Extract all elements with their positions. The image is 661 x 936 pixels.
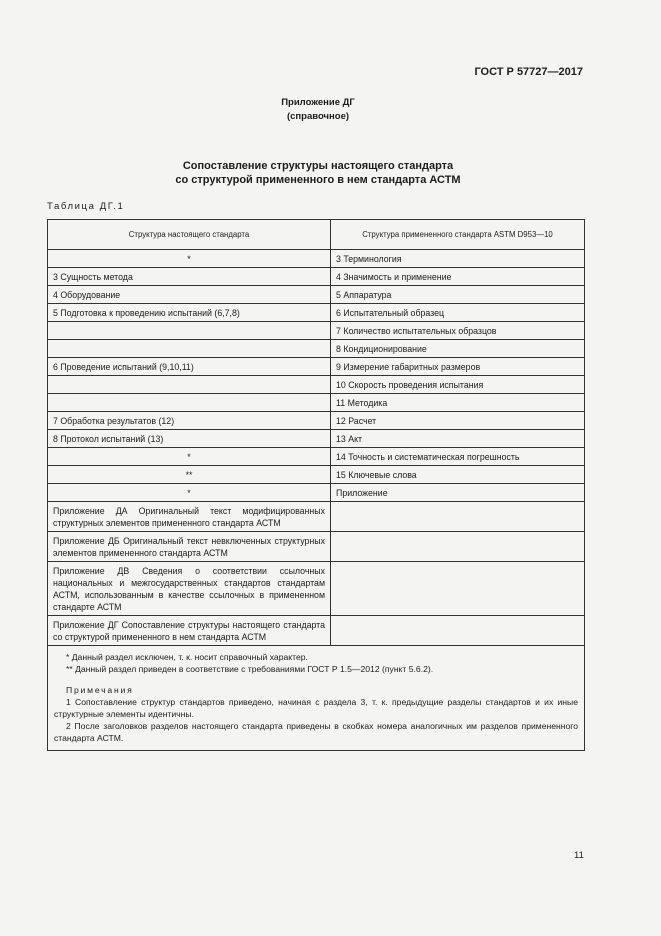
footnotes-cell <box>48 646 585 751</box>
table-row <box>48 616 585 646</box>
cell-current-standard: 5 Подготовка к проведению испытаний (6,7,8) <box>48 304 331 322</box>
table-row <box>48 322 585 340</box>
table-row <box>48 358 585 376</box>
cell-applied-standard: 12 Расчет <box>331 412 585 430</box>
cell-applied-standard: 9 Измерение габаритных размеров <box>331 358 585 376</box>
cell-appendix: Приложение ДБ Оригинальный текст невключенных структурных элементов примененного стандарта АСТМ <box>48 532 331 562</box>
cell-applied-standard: 10 Скорость проведения испытания <box>331 376 585 394</box>
table-row <box>48 340 585 358</box>
cell-appendix: Приложение ДВ Сведения о соответствии ссылочных национальных и межгосударственных стандартов стандартам АСТМ, использованным в качестве ссылочных в примененном стандарте АСТМ <box>48 562 331 616</box>
appendix-kind: (справочное) <box>286 111 350 122</box>
table-row <box>48 466 585 484</box>
cell-current-standard: * <box>48 484 331 502</box>
cell-current-standard: * <box>48 448 331 466</box>
appendix-title: Приложение ДГ <box>281 97 355 108</box>
cell-current-standard: 8 Протокол испытаний (13) <box>48 430 331 448</box>
page-number: 11 <box>574 850 584 861</box>
table-row <box>48 268 585 286</box>
cell-applied-standard: 5 Аппаратура <box>331 286 585 304</box>
cell-applied-standard: 13 Акт <box>331 430 585 448</box>
table-row <box>48 304 585 322</box>
cell-current-standard <box>48 340 331 358</box>
table-row <box>48 394 585 412</box>
page-title <box>0 159 636 187</box>
cell-applied-standard: 11 Методика <box>331 394 585 412</box>
header-cell-left: Структура настоящего стандарта <box>48 220 331 250</box>
table-row <box>48 448 585 466</box>
cell-current-standard: 3 Сущность метода <box>48 268 331 286</box>
cell-current-standard <box>48 376 331 394</box>
table-row <box>48 286 585 304</box>
cell-applied-standard: 7 Количество испытательных образцов <box>331 322 585 340</box>
appendix-heading <box>0 96 636 124</box>
footnotes-row <box>48 646 585 751</box>
table-row <box>48 412 585 430</box>
note: 2 После заголовков разделов настоящего стандарта приведены в скобках номера аналогичных им разделов примененного стандарта АСТМ. <box>54 721 578 743</box>
comparison-table <box>47 219 585 751</box>
table-row <box>48 562 585 616</box>
table-header-row <box>48 220 585 250</box>
notes-title: Примечания <box>66 685 134 695</box>
table-row <box>48 502 585 532</box>
page-title-line-1: Сопоставление структуры настоящего стандарта <box>182 160 454 172</box>
table-row <box>48 532 585 562</box>
cell-applied-standard: Приложение <box>331 484 585 502</box>
cell-applied-standard: 3 Терминология <box>331 250 585 268</box>
cell-applied-standard: 15 Ключевые слова <box>331 466 585 484</box>
cell-current-standard: * <box>48 250 331 268</box>
cell-empty <box>331 616 585 646</box>
cell-appendix: Приложение ДА Оригинальный текст модифицированных структурных элементов примененного стандарта АСТМ <box>48 502 331 532</box>
table-row <box>48 376 585 394</box>
cell-current-standard: ** <box>48 466 331 484</box>
cell-appendix: Приложение ДГ Сопоставление структуры настоящего стандарта со структурой примененного в нем стандарта АСТМ <box>48 616 331 646</box>
table-row <box>48 484 585 502</box>
cell-empty <box>331 562 585 616</box>
document-number: ГОСТ Р 57727—2017 <box>474 66 583 78</box>
table-row <box>48 250 585 268</box>
header-cell-right: Структура примененного стандарта ASTM D953—10 <box>331 220 585 250</box>
cell-empty <box>331 532 585 562</box>
note: 1 Сопоставление структур стандартов приведено, начиная с раздела 3, т. к. предыдущие разделы стандартов и их иные структурные элементы идентичны. <box>54 697 578 719</box>
table-label: Таблица ДГ.1 <box>47 201 125 212</box>
cell-current-standard <box>48 322 331 340</box>
cell-applied-standard: 6 Испытательный образец <box>331 304 585 322</box>
footnote: ** Данный раздел приведен в соответствие с требованиями ГОСТ Р 1.5—2012 (пункт 5.6.2). <box>66 664 434 674</box>
cell-current-standard: 6 Проведение испытаний (9,10,11) <box>48 358 331 376</box>
cell-current-standard: 4 Оборудование <box>48 286 331 304</box>
cell-applied-standard: 14 Точность и систематическая погрешность <box>331 448 585 466</box>
cell-current-standard <box>48 394 331 412</box>
cell-empty <box>331 502 585 532</box>
page-title-line-2: со структурой примененного в нем стандарта АСТМ <box>175 174 461 186</box>
cell-applied-standard: 8 Кондиционирование <box>331 340 585 358</box>
cell-current-standard: 7 Обработка результатов (12) <box>48 412 331 430</box>
cell-applied-standard: 4 Значимость и применение <box>331 268 585 286</box>
table-row <box>48 430 585 448</box>
footnote: * Данный раздел исключен, т. к. носит справочный характер. <box>66 652 308 662</box>
